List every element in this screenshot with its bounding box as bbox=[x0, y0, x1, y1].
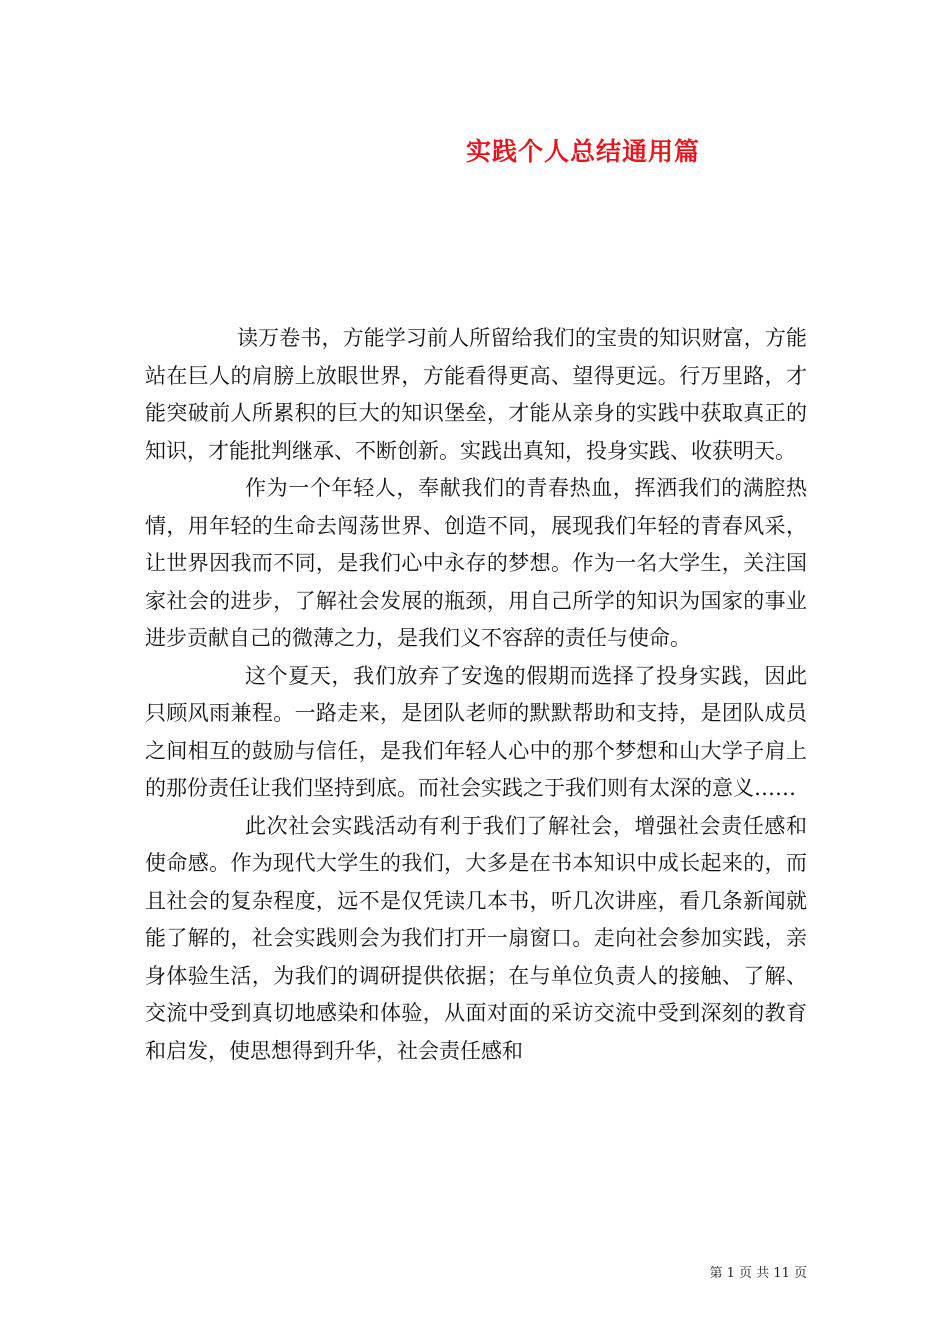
document-title: 实践个人总结通用篇 bbox=[465, 137, 700, 166]
paragraph-1: 读万卷书，方能学习前人所留给我们的宝贵的知识财富，方能站在巨人的肩膀上放眼世界，方能看得更高、望得更远。行万里路，才能突破前人所累积的巨大的知识堡垒，才能从亲身的实践中获取真正的知识，才能批判继承、不断创新。实践出真知，投身实践、收获明天。 bbox=[145, 326, 807, 463]
paragraph-3: 这个夏天，我们放弃了安逸的假期而选择了投身实践，因此只顾风雨兼程。一路走来，是团队老师的默默帮助和支持，是团队成员之间相互的鼓励与信任，是我们年轻人心中的那个梦想和山大学子肩上的那份责任让我们坚持到底。而社会实践之于我们则有太深的意义…… bbox=[145, 663, 807, 800]
document-body bbox=[145, 320, 807, 1070]
paragraph-4: 此次社会实践活动有利于我们了解社会，增强社会责任感和使命感。作为现代大学生的我们，大多是在书本知识中成长起来的，而且社会的复杂程度，远不是仅凭读几本书，听几次讲座，看几条新闻就能了解的，社会实践则会为我们打开一扇窗口。走向社会参加实践，亲身体验生活，为我们的调研提供依据；在与单位负责人的接触、了解、交流中受到真切地感染和体验，从面对面的采访交流中受到深刻的教育和启发，使思想得到升华，社会责任感和 bbox=[145, 813, 807, 1063]
page-number-footer: 第 1 页 共 11 页 bbox=[709, 1266, 807, 1281]
paragraph-2: 作为一个年轻人，奉献我们的青春热血，挥洒我们的满腔热情，用年轻的生命去闯荡世界、创造不同，展现我们年轻的青春风采，让世界因我而不同，是我们心中永存的梦想。作为一名大学生，关注国家社会的进步，了解社会发展的瓶颈，用自己所学的知识为国家的事业进步贡献自己的微薄之力，是我们义不容辞的责任与使命。 bbox=[145, 476, 807, 650]
